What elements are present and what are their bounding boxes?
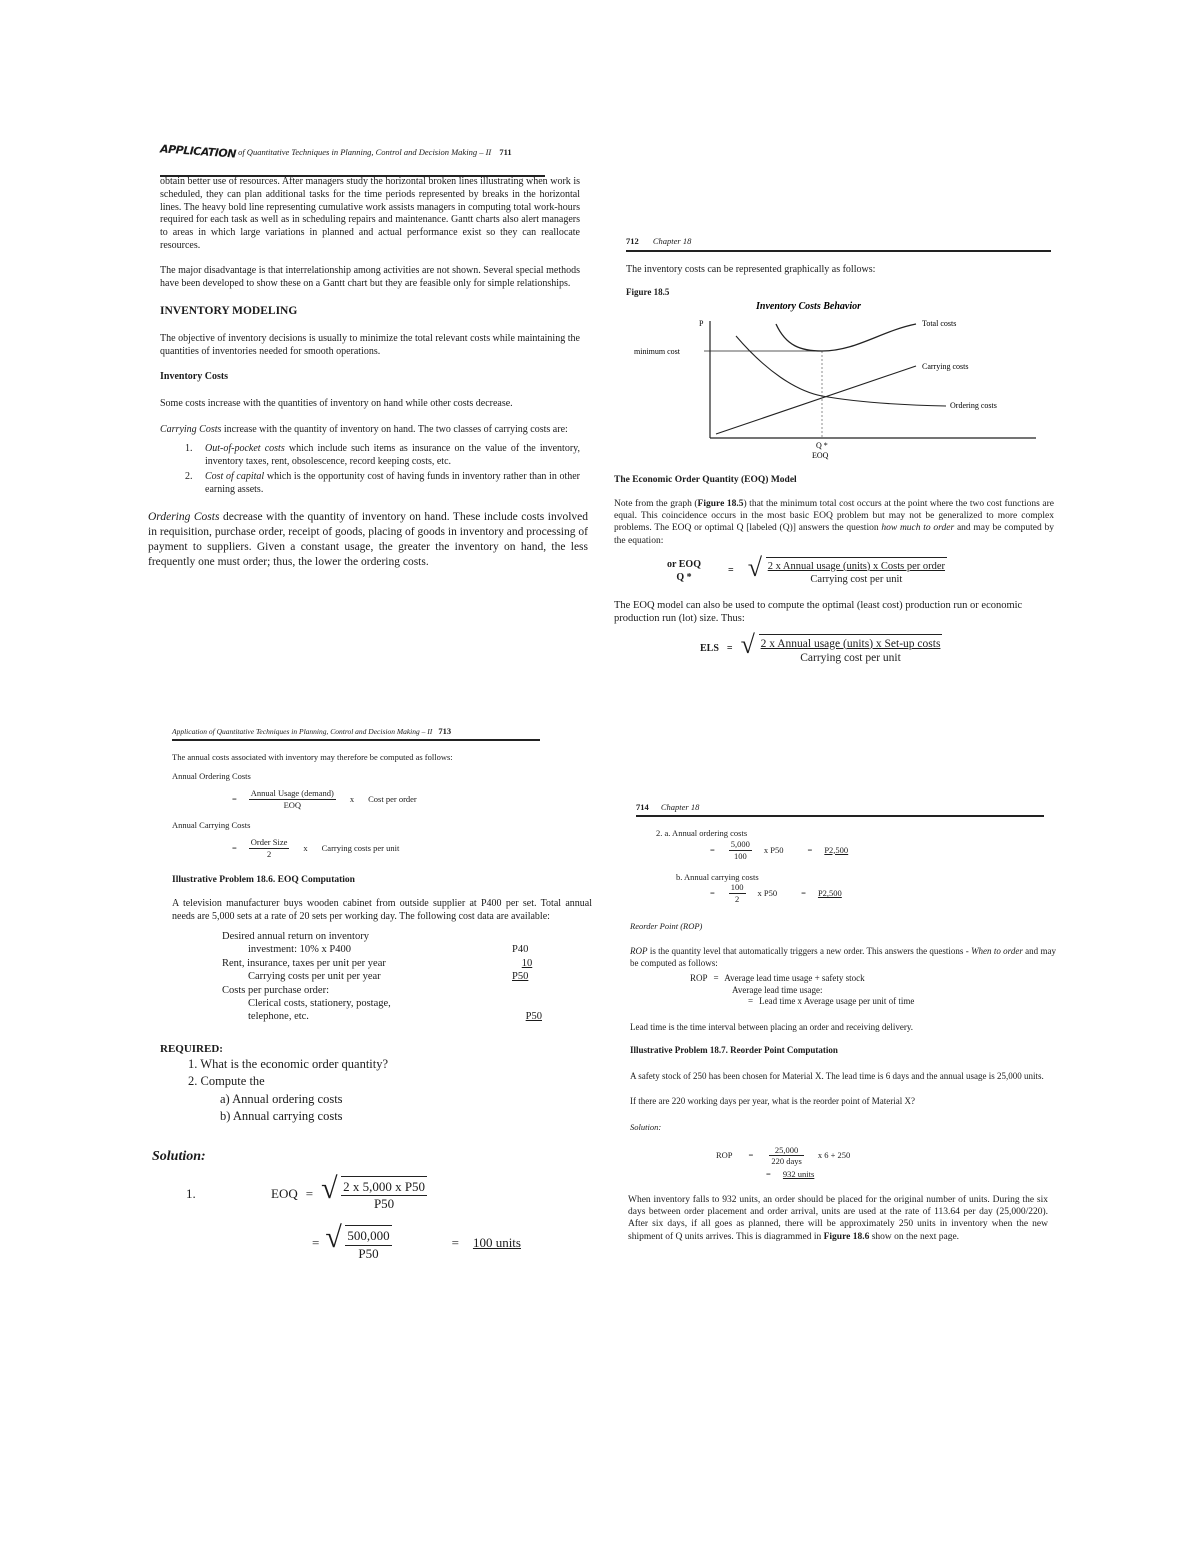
formula-els: ELS = √ $\frac{\text{2 x Annual usage (units) x Set-up costs}}{\text{Carrying cost per unit}}$ (700, 629, 941, 665)
page-714 (628, 802, 1056, 1243)
table-row: Carrying costs per unit per year P50 (248, 971, 529, 983)
rop-result: 932 units (782, 1169, 815, 1180)
chapter-label: Chapter 18 (652, 236, 692, 246)
table-row: Rent, insurance, taxes per unit per year 10 (222, 957, 533, 969)
page-number: 713 (438, 726, 452, 736)
term-carrying-costs: Carrying Costs (160, 424, 222, 436)
radical: √ $\frac{\text{2 x Annual usage (units) x Costs per order}}{\text{Carrying cost per unit}}$ (747, 552, 946, 586)
paragraph-closing: When inventory falls to 932 units, an order should be placed for the original number of units. During the six days between order placement and order arrival, units are used at the rate of 113.64 per day (25,000/220). After six days, if all goes as planned, there will be approximately 250 units in inventory when the new shipment of Q units arrives. This is diagrammed in Figure 18.6 show on the next page. (628, 1195, 1048, 1242)
paragraph-some-costs: Some costs increase with the quantities of inventory on hand while other costs decrease. (160, 397, 513, 409)
header-rule (636, 815, 1044, 817)
formula-rop: ROP = Average lead time usage + safety stock Average lead time usage: = Lead time x Average usage per unit of time (690, 973, 915, 1007)
total-costs-label: Total costs (922, 319, 957, 328)
paragraph-eoq-note: Note from the graph (Figure 18.5) that the minimum total cost occurs at the point where the two cost functions are equal. This coincidence occurs in the most basic EOQ problem but may not be generalized to more complex problems. The EOQ or optimal Q [labeled (Q)] answers the question how much to order and may be computed by the equation: (614, 499, 1054, 546)
list-carrying-classes (160, 443, 580, 496)
page-711 (148, 142, 588, 569)
formula-annual-ordering: = $\frac{\text{Annual Usage (demand)}}{\text{EOQ}}$ x Cost per order (232, 787, 417, 810)
carrying-costs-line (716, 366, 916, 434)
label-annual-ordering: Annual Ordering Costs (172, 770, 251, 781)
eoq-label: EOQ (812, 451, 829, 460)
page-number: 712 (626, 236, 639, 246)
rop-result-line: = 932 units (766, 1169, 815, 1180)
paragraph-rop: ROP is the quantity level that automatically triggers a new order. This answers the questions - When to order and may be computed as follows: (630, 946, 1056, 968)
paragraph-graph-intro: The inventory costs can be represented graphically as follows: (626, 263, 876, 275)
heading-problem-18-6: Illustrative Problem 18.6. EOQ Computation (172, 875, 355, 885)
header-title: of Quantitative Techniques in Planning, Control and Decision Making – II (238, 147, 492, 157)
solution-eoq-line2: = √ $\frac{500,000}{P50}$ = 100 units (312, 1221, 521, 1261)
paragraph-objective: The objective of inventory decisions is usually to minimize the total relevant costs while maintaining the quantities of inventories needed for smooth operations. (160, 333, 580, 357)
item-2b-label: b. Annual carrying costs (676, 871, 759, 882)
list-item: b) Annual carrying costs (220, 1109, 343, 1124)
solution-label: Solution: (630, 1121, 662, 1132)
solution-label: Solution: (152, 1148, 206, 1164)
table-row: telephone, etc. P50 (248, 1011, 542, 1023)
table-row: Costs per purchase order: (222, 984, 330, 996)
label-annual-carrying: Annual Carrying Costs (172, 820, 251, 831)
header-title: Application of Quantitative Techniques in Planning, Control and Decision Making – II (172, 727, 433, 736)
figure-title: Inventory Costs Behavior (756, 301, 862, 312)
axis-label-p: P (699, 319, 704, 328)
solution-eoq-line1: 1. EOQ = √ $\frac{\text{2 x 5,000 x P50}}{P50}$ (186, 1171, 426, 1212)
page-number: 714 (636, 802, 649, 812)
heading-eoq-model: The Economic Order Quantity (EOQ) Model (614, 475, 797, 485)
formula-eoq: or EOQ Q * = √ $\frac{\text{2 x Annual usage (units) x Costs per order}}{\text{Carrying cost per unit}}$ (667, 552, 946, 586)
page-714-header (636, 802, 1056, 816)
radical: √ $\frac{500,000}{P50}$ (325, 1221, 390, 1261)
paragraph-disadvantage: The major disadvantage is that interrelationship among activities are not shown. Several special methods have been developed to show these on a Gantt chart but they are feasible only for simple relationships. (160, 264, 580, 289)
page-711-header (159, 142, 580, 162)
list-item: 1. What is the economic order quantity? (188, 1056, 389, 1071)
formula-2a: = $\frac{5,000}{100}$ x P50 = P2,500 (710, 838, 849, 861)
radical: √ $\frac{\text{2 x 5,000 x P50}}{P50}$ (321, 1171, 426, 1212)
item-2a-label: 2. a. Annual ordering costs (656, 827, 748, 838)
page-713 (152, 726, 592, 1262)
figure-label: Figure 18.5 (626, 286, 670, 297)
paragraph-annual-intro: The annual costs associated with inventory may therefore be computed as follows: (172, 751, 453, 762)
header-rule (172, 739, 540, 741)
heading-reorder-point: Reorder Point (ROP) (630, 921, 703, 932)
paragraph-ordering: Ordering Costs decrease with the quantity of inventory on hand. These include costs involved in requisition, purchase order, receipt of goods, placing of goods in inventory and processing of payment to suppliers. Given a constant usage, the greater the inventory on hand, the less frequently one must order; thus, the lower the ordering costs. (148, 511, 588, 568)
page-713-header (172, 726, 592, 740)
heading-inventory-modeling: INVENTORY MODELING (160, 305, 298, 318)
required-list (188, 1056, 592, 1126)
header-script-logo: APPLICATION (159, 142, 237, 161)
paragraph-problem-18-6: A television manufacturer buys wooden cabinet from outside supplier at P400 per set. Total annual needs are 5,000 sets at a rate of 20 sets per working day. The following cost data are available: (172, 898, 592, 922)
ordering-costs-label: Ordering costs (950, 401, 997, 410)
ordering-costs-curve (736, 336, 946, 406)
q-star-label: Q * (816, 441, 828, 450)
page-number: 711 (499, 147, 512, 157)
paragraph-question: If there are 220 working days per year, what is the reorder point of Material X? (630, 1096, 916, 1107)
required-label: REQUIRED: (160, 1042, 223, 1055)
chapter-label: Chapter 18 (660, 802, 700, 812)
page-712-body (614, 474, 1054, 666)
term-ordering-costs: Ordering Costs (148, 511, 220, 524)
radical: √ $\frac{\text{2 x Annual usage (units) x Set-up costs}}{\text{Carrying cost per unit}}$ (740, 629, 941, 665)
heading-problem-18-7: Illustrative Problem 18.7. Reorder Point Computation (630, 1045, 838, 1056)
subheading-inventory-costs: Inventory Costs (160, 370, 229, 382)
formula-annual-carrying: = $\frac{\text{Order Size}}{2}$ x Carrying costs per unit (232, 837, 400, 860)
paragraph-lead-time: Lead time is the time interval between placing an order and receiving delivery. (630, 1021, 914, 1032)
eoq-result: 100 units (472, 1235, 521, 1251)
header-rule (160, 175, 545, 177)
formula-rop-solution: ROP = $\frac{25,000}{\text{220 days}}$ x 6 + 250 (716, 1144, 851, 1167)
figure-inventory-costs (626, 296, 1056, 466)
header-rule (626, 250, 1051, 252)
paragraph-gantt: obtain better use of resources. After managers study the horizontal broken lines illustrating when work is scheduled, they can plan additional tasks for the time periods represented by breaks in the horizontal lines. The heavy bold line representing cumulative work assists managers in computing total work-hours required for each task as well as in scheduling repairs and maintenance. Gantt charts also alert managers to areas in which large variations in planned and actual performance exist so they can reallocate resources. (160, 176, 580, 252)
list-item: 1. Out-of-pocket costs which include such items as insurance on the value of the inventory, inventory taxes, rent, obsolescence, record keeping costs, etc. (185, 443, 580, 467)
total-costs-curve (776, 324, 916, 351)
minimum-cost-label: minimum cost (634, 347, 680, 356)
list-item: 2. Compute the (188, 1074, 265, 1089)
table-row: Desired annual return on inventory (222, 930, 369, 942)
page-712-header (626, 236, 1051, 250)
table-row: Clerical costs, stationery, postage, (248, 997, 391, 1009)
paragraph-els: The EOQ model can also be used to compute the optimal (least cost) production run or economic production run (lot) size. Thus: (614, 599, 1023, 625)
table-row: investment: 10% x P400 P40 (248, 944, 529, 956)
page-712 (626, 236, 1051, 298)
carrying-costs-label: Carrying costs (922, 362, 969, 371)
cost-data-table (222, 930, 542, 1024)
paragraph-carrying: Carrying Costs increase with the quantity of inventory on hand. The two classes of carrying costs are: (160, 424, 568, 436)
formula-2b: = $\frac{100}{2}$ x P50 = P2,500 (710, 882, 842, 905)
list-item: a) Annual ordering costs (220, 1091, 343, 1106)
list-item: 2. Cost of capital which is the opportunity cost of having funds in inventory rather than in other earning assets. (185, 470, 581, 495)
paragraph-problem-18-7: A safety stock of 250 has been chosen for Material X. The lead time is 6 days and the annual usage is 25,000 units. (630, 1070, 1044, 1081)
